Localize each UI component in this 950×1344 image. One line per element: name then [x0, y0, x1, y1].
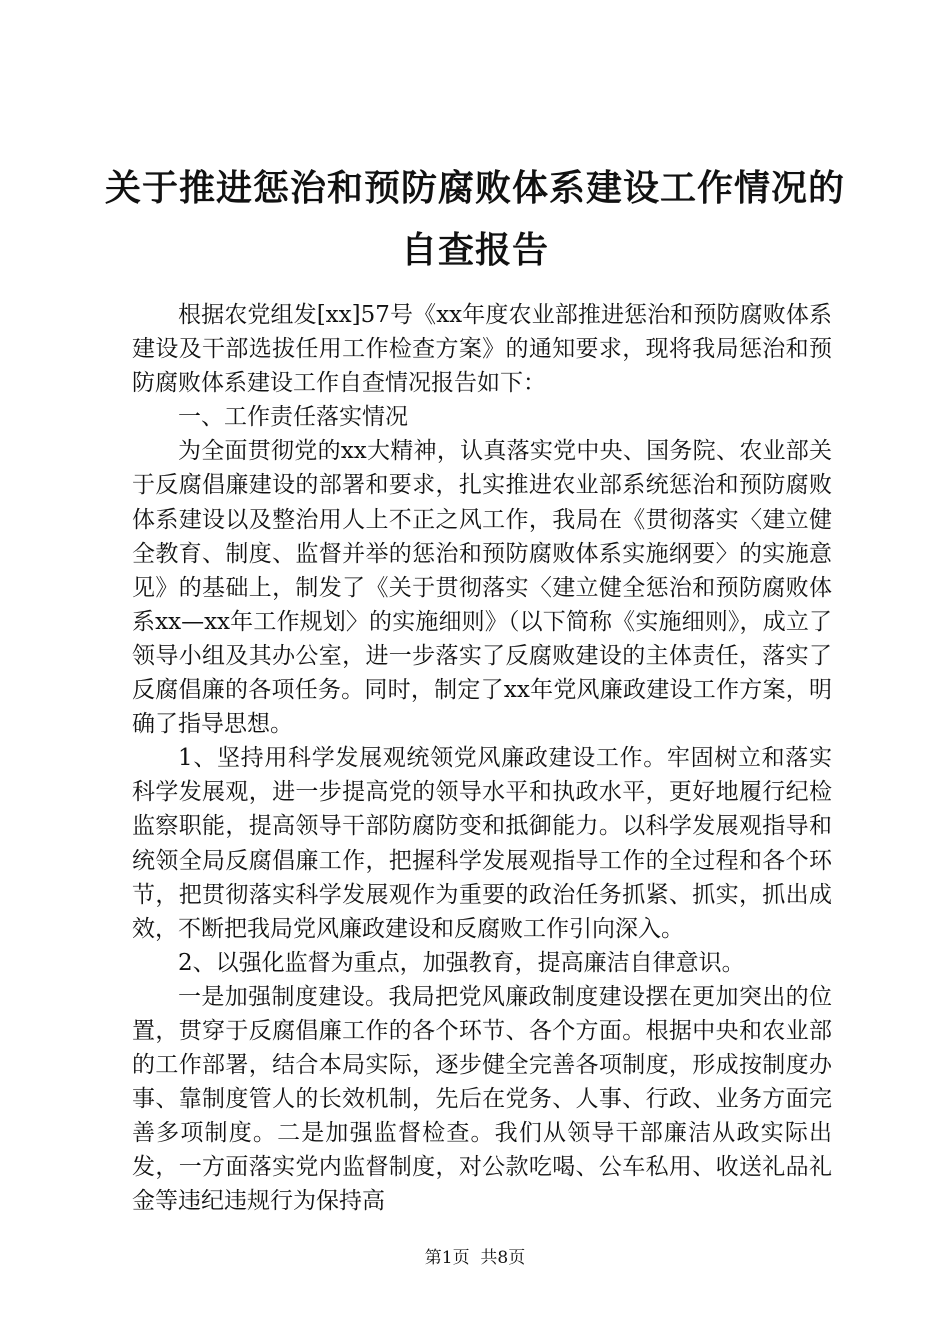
paragraph: 2、以强化监督为重点，加强教育，提高廉洁自律意识。 — [178, 949, 745, 976]
document-title-line1: 关于推进惩治和预防腐败体系建设工作情况的 — [104, 167, 845, 209]
page-footer — [0, 1243, 950, 1268]
document-body — [132, 298, 832, 1219]
paragraph: 一是加强制度建设。我局把党风廉政制度建设摆在更加突出的位置，贯穿于反腐倡廉工作的各个环节、各个方面。根据中央和农业部的工作部署，结合本局实际，逐步健全完善各项制度，形成按制度办事、靠制度管人的长效机制，先后在党务、人事、行政、业务方面完善多项制度。二是加强监督检查。我们从领导干部廉洁从政实际出发，一方面落实党内监督制度，对公款吃喝、公车私用、收送礼品礼金等违纪违规行为保持高 — [132, 983, 832, 1215]
document-title-line2: 自查报告 — [400, 229, 549, 271]
paragraph: 1、坚持用科学发展观统领党风廉政建设工作。牢固树立和落实科学发展观，进一步提高党的领导水平和执政水平，更好地履行纪检监察职能，提高领导干部防腐防变和抵御能力。以科学发展观指导和统领全局反腐倡廉工作，把握科学发展观指导工作的全过程和各个环节，把贯彻落实科学发展观作为重要的政治任务抓紧、抓实，抓出成效，不断把我局党风廉政建设和反腐败工作引向深入。 — [132, 745, 832, 942]
paragraph: 为全面贯彻党的xx大精神，认真落实党中央、国务院、农业部关于反腐倡廉建设的部署和要求，扎实推进农业部系统惩治和预防腐败体系建设以及整治用人上不正之风工作，我局在《贯彻落实〈建立健全教育、制度、监督并举的惩治和预防腐败体系实施纲要〉的实施意见》的基础上，制发了《关于贯彻落实〈建立健全惩治和预防腐败体系xx—xx年工作规划〉的实施细则》（以下简称《实施细则》，成立了领导小组及其办公室，进一步落实了反腐败建设的主体责任，落实了反腐倡廉的各项任务。同时，制定了xx年党风廉政建设工作方案，明确了指导思想。 — [132, 438, 832, 738]
section-heading: 一、工作责任落实情况 — [178, 404, 408, 431]
paragraph: 根据农党组发[xx]57号《xx年度农业部推进惩治和预防腐败体系建设及干部选拔任用工作检查方案》的通知要求，现将我局惩治和预防腐败体系建设工作自查情况报告如下： — [132, 302, 832, 397]
page-number: 第1页 共8页 — [424, 1248, 526, 1268]
